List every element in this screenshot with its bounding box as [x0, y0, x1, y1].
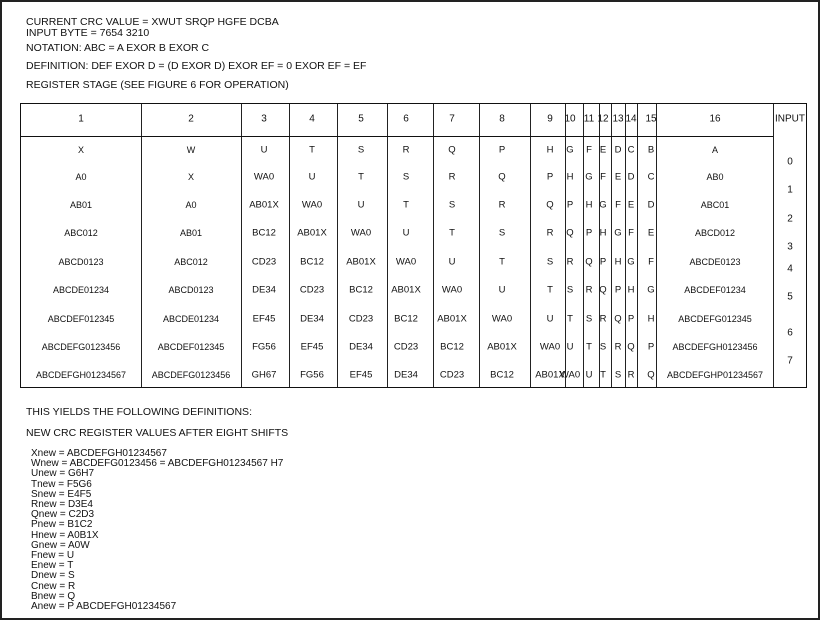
table-cell: AB01X — [249, 199, 279, 211]
table-cell: BC12 — [349, 284, 373, 296]
column-divider — [433, 104, 434, 387]
table-cell: G — [627, 256, 635, 268]
table-cell: ABCD0123 — [58, 257, 104, 267]
table-cell: U — [402, 227, 410, 239]
table-cell: Q — [647, 369, 655, 381]
table-cell: ABCDE0123 — [689, 257, 741, 267]
equation-line: Rnew = D3E4 — [31, 499, 93, 511]
table-cell: WA0 — [253, 171, 275, 183]
definitions-intro: THIS YIELDS THE FOLLOWING DEFINITIONS: — [26, 406, 252, 418]
table-cell: DE34 — [252, 284, 276, 296]
table-cell: ABC01 — [700, 200, 730, 210]
table-cell: F — [628, 227, 634, 239]
column-header-5: 5 — [358, 113, 364, 125]
column-divider — [337, 104, 338, 387]
table-cell: G — [647, 284, 655, 296]
table-cell: R — [627, 369, 635, 381]
column-divider — [625, 104, 626, 387]
column-header-11: 11 — [583, 113, 595, 125]
table-cell: W — [186, 145, 196, 155]
table-cell: ABCDEFG0123456 — [151, 370, 231, 380]
table-cell: T — [358, 171, 364, 183]
table-cell: T — [586, 341, 592, 353]
equation-line: Snew = E4F5 — [31, 488, 92, 500]
table-cell: G — [614, 227, 622, 239]
table-cell: AB01 — [179, 228, 203, 238]
table-cell: T — [547, 284, 553, 296]
table-cell: P — [498, 144, 506, 156]
equation-line: Wnew = ABCDEFG0123456 = ABCDEFGH01234567 H7 — [31, 458, 284, 470]
table-cell: H — [599, 227, 607, 239]
table-cell: ABCD0123 — [168, 285, 214, 295]
table-cell: T — [403, 199, 409, 211]
table-cell: WA0 — [559, 369, 581, 381]
table-cell: AB01X — [391, 284, 421, 296]
input-bit-number: 4 — [787, 263, 793, 275]
equation-line: Pnew = B1C2 — [31, 519, 93, 531]
definitions-section — [26, 407, 288, 439]
table-cell: AB0 — [706, 172, 724, 182]
table-cell: C — [627, 144, 635, 156]
table-cell: BC12 — [394, 313, 418, 325]
column-header-14: 14 — [625, 113, 637, 125]
table-cell: U — [585, 369, 593, 381]
table-cell: E — [599, 144, 607, 156]
table-cell: U — [498, 284, 506, 296]
definition-line: DEFINITION: DEF EXOR D = (D EXOR D) EXOR EF = 0 EXOR EF = EF — [26, 60, 367, 72]
table-cell: F — [615, 199, 621, 211]
table-cell: T — [449, 227, 455, 239]
table-cell: P — [647, 341, 655, 353]
table-cell: A0 — [185, 200, 197, 210]
column-divider — [387, 104, 388, 387]
column-header-15: 15 — [645, 113, 657, 125]
table-cell: BC12 — [300, 256, 324, 268]
table-cell: S — [498, 227, 506, 239]
table-cell: T — [499, 256, 505, 268]
column-divider — [583, 104, 584, 387]
table-cell: U — [566, 341, 574, 353]
table-cell: A0 — [75, 172, 87, 182]
table-cell: S — [546, 256, 554, 268]
table-cell: E — [647, 227, 655, 239]
table-cell: H — [546, 144, 554, 156]
table-cell: AB01X — [487, 341, 517, 353]
column-header-13: 13 — [612, 113, 624, 125]
column-header-7: 7 — [449, 113, 455, 125]
input-bit-number: 7 — [787, 355, 793, 367]
table-cell: EF45 — [300, 341, 324, 353]
table-cell: E — [614, 171, 622, 183]
table-cell: ABCD012 — [694, 228, 736, 238]
column-header-9: 9 — [547, 113, 553, 125]
table-cell: AB01X — [346, 256, 376, 268]
header-divider — [21, 136, 773, 137]
equation-line: Gnew = A0W — [31, 539, 90, 551]
column-header-10: 10 — [564, 113, 576, 125]
table-cell: S — [585, 313, 593, 325]
table-cell: S — [599, 341, 607, 353]
table-cell: Q — [498, 171, 506, 183]
register-stage-table — [20, 103, 807, 388]
column-header-8: 8 — [499, 113, 505, 125]
equation-line: Xnew = ABCDEFGH01234567 — [31, 448, 167, 459]
table-cell: AB01X — [437, 313, 467, 325]
table-cell: P — [585, 227, 593, 239]
equation-line: Cnew = R — [31, 580, 76, 592]
column-divider — [611, 104, 612, 387]
table-cell: ABCDEF012345 — [157, 342, 225, 352]
table-cell: ABCDEFGHP01234567 — [666, 370, 764, 380]
table-cell: CD23 — [251, 256, 277, 268]
table-cell: GH67 — [251, 369, 277, 381]
table-cell: CD23 — [439, 369, 465, 381]
table-cell: DE34 — [300, 313, 324, 325]
table-cell: U — [448, 256, 456, 268]
table-cell: CD23 — [393, 341, 419, 353]
equation-line: Hnew = A0B1X — [31, 529, 99, 541]
table-cell: ABC012 — [174, 257, 208, 267]
table-cell: H — [614, 256, 622, 268]
table-cell: BC12 — [490, 369, 514, 381]
table-cell: EF45 — [349, 369, 373, 381]
column-divider — [241, 104, 242, 387]
table-cell: ABCDEF012345 — [47, 314, 115, 324]
table-cell: AB01X — [535, 369, 565, 381]
table-cell: U — [546, 313, 554, 325]
input-bit-number: 5 — [787, 291, 793, 303]
input-bit-number: 0 — [787, 156, 793, 168]
current-crc-value-line: CURRENT CRC VALUE = XWUT SRQP HGFE DCBA — [26, 16, 279, 28]
table-cell: FG56 — [300, 369, 324, 381]
table-cell: ABCDEFGH0123456 — [672, 342, 758, 352]
table-cell: U — [260, 144, 268, 156]
table-cell: P — [546, 171, 554, 183]
table-cell: S — [614, 369, 622, 381]
table-cell: BC12 — [440, 341, 464, 353]
table-cell: DE34 — [349, 341, 373, 353]
table-cell: D — [647, 199, 655, 211]
table-cell: P — [614, 284, 622, 296]
column-header-4: 4 — [309, 113, 315, 125]
equation-line: Qnew = C2D3 — [31, 509, 95, 521]
table-cell: R — [448, 171, 456, 183]
equation-line: Dnew = S — [31, 570, 75, 582]
column-divider — [530, 104, 531, 387]
table-cell: EF45 — [252, 313, 276, 325]
table-cell: S — [566, 284, 574, 296]
column-divider — [479, 104, 480, 387]
table-cell: F — [648, 256, 654, 268]
equation-list — [31, 449, 283, 612]
table-cell: G — [599, 199, 607, 211]
equation-line: Anew = P ABCDEFGH01234567 — [31, 601, 177, 613]
table-cell: ABC012 — [64, 228, 98, 238]
notation-line: NOTATION: ABC = A EXOR B EXOR C — [26, 42, 210, 54]
table-cell: U — [357, 199, 365, 211]
table-cell: U — [308, 171, 316, 183]
table-cell: Q — [448, 144, 456, 156]
table-cell: H — [627, 284, 635, 296]
register-stage-caption: REGISTER STAGE (SEE FIGURE 6 FOR OPERATION) — [26, 79, 289, 91]
table-cell: WA0 — [350, 227, 372, 239]
table-cell: R — [498, 199, 506, 211]
column-divider — [773, 104, 774, 387]
input-bit-number: 3 — [787, 241, 793, 253]
table-cell: CD23 — [348, 313, 374, 325]
table-cell: A — [711, 145, 719, 155]
table-cell: R — [566, 256, 574, 268]
input-bit-number: 2 — [787, 213, 793, 225]
column-header-12: 12 — [597, 113, 609, 125]
table-cell: AB01X — [297, 227, 327, 239]
table-cell: CD23 — [299, 284, 325, 296]
table-cell: B — [647, 144, 655, 156]
table-cell: G — [585, 171, 593, 183]
table-cell: Q — [546, 199, 554, 211]
column-divider — [141, 104, 142, 387]
table-cell: WA0 — [539, 341, 561, 353]
table-cell: P — [627, 313, 635, 325]
table-cell: S — [448, 199, 456, 211]
definitions-subtitle: NEW CRC REGISTER VALUES AFTER EIGHT SHIFTS — [26, 427, 289, 439]
table-cell: P — [599, 256, 607, 268]
table-cell: R — [546, 227, 554, 239]
table-cell: R — [402, 144, 410, 156]
table-cell: X — [77, 145, 85, 155]
column-divider — [656, 104, 657, 387]
equation-line: Fnew = U — [31, 550, 75, 562]
table-cell: E — [627, 199, 635, 211]
table-cell: WA0 — [395, 256, 417, 268]
table-cell: Q — [614, 313, 622, 325]
column-divider — [637, 104, 638, 387]
equation-line: Bnew = Q — [31, 590, 76, 602]
table-cell: WA0 — [491, 313, 513, 325]
table-cell: R — [599, 313, 607, 325]
table-cell: ABCDEFG0123456 — [41, 342, 121, 352]
table-cell: R — [585, 284, 593, 296]
table-cell: BC12 — [252, 227, 276, 239]
table-cell: ABCDE01234 — [162, 314, 220, 324]
column-header-2: 2 — [188, 113, 194, 125]
table-cell: WA0 — [301, 199, 323, 211]
table-cell: FG56 — [252, 341, 276, 353]
table-cell: AB01 — [69, 200, 93, 210]
table-cell: S — [402, 171, 410, 183]
column-header-3: 3 — [261, 113, 267, 125]
table-cell: F — [600, 171, 606, 183]
table-cell: G — [566, 144, 574, 156]
table-cell: ABCDEFG012345 — [678, 314, 752, 324]
input-byte-line: INPUT BYTE = 7654 3210 — [26, 27, 150, 39]
table-cell: D — [614, 144, 622, 156]
column-header-1: 1 — [78, 113, 84, 125]
column-header-6: 6 — [403, 113, 409, 125]
table-cell: H — [566, 171, 574, 183]
input-bit-number: 6 — [787, 327, 793, 339]
table-cell: R — [614, 341, 622, 353]
table-cell: T — [309, 144, 315, 156]
table-cell: C — [647, 171, 655, 183]
table-cell: WA0 — [441, 284, 463, 296]
table-cell: P — [566, 199, 574, 211]
column-header-16: 16 — [709, 113, 721, 125]
equation-line: Tnew = F5G6 — [31, 478, 92, 490]
table-cell: ABCDE01234 — [52, 285, 110, 295]
table-cell: D — [627, 171, 635, 183]
table-cell: Q — [599, 284, 607, 296]
equation-line: Unew = G6H7 — [31, 468, 95, 480]
table-cell: S — [357, 144, 365, 156]
table-cell: DE34 — [394, 369, 418, 381]
table-cell: Q — [585, 256, 593, 268]
equation-line: Enew = T — [31, 560, 74, 572]
table-cell: ABCDEFGH01234567 — [35, 370, 127, 380]
table-cell: T — [600, 369, 606, 381]
table-cell: H — [647, 313, 655, 325]
column-divider — [289, 104, 290, 387]
input-column-header: INPUT — [775, 113, 805, 125]
input-bit-number: 1 — [787, 184, 793, 196]
table-cell: T — [567, 313, 573, 325]
table-cell: Q — [627, 341, 635, 353]
table-cell: ABCDEF01234 — [684, 285, 746, 295]
table-cell: F — [586, 144, 592, 156]
table-cell: X — [187, 172, 195, 182]
table-cell: H — [585, 199, 593, 211]
table-cell: Q — [566, 227, 574, 239]
